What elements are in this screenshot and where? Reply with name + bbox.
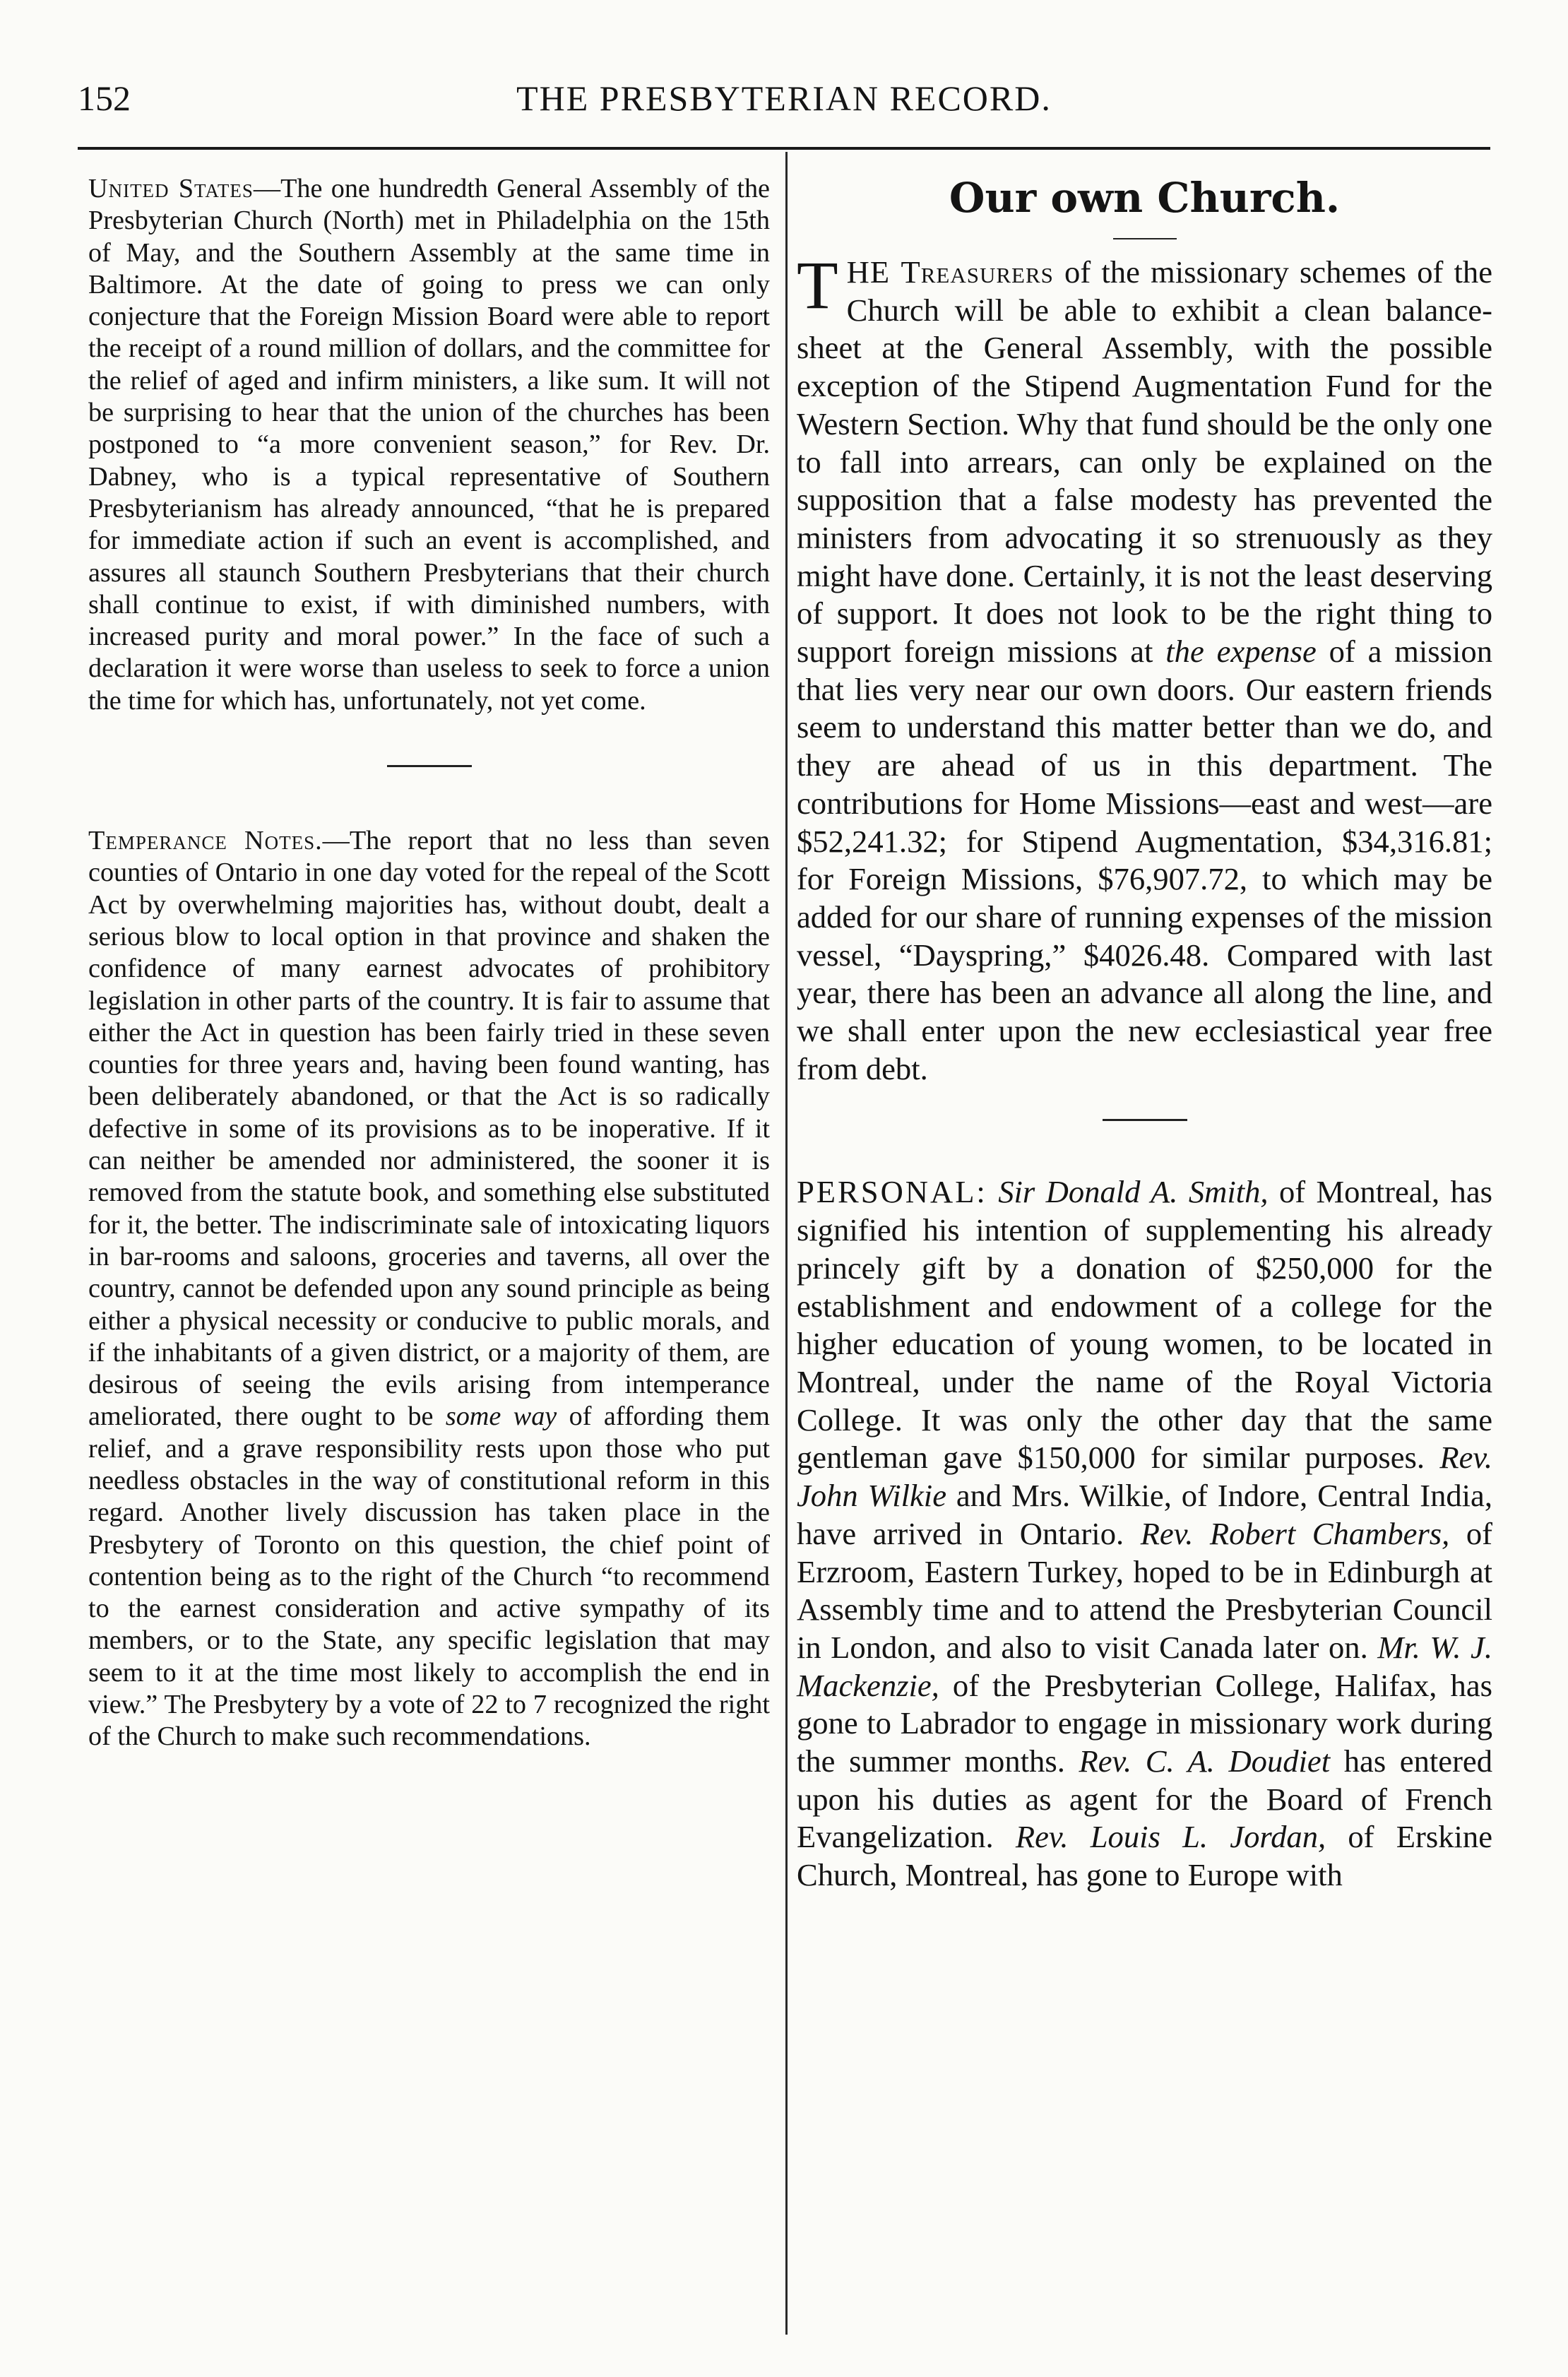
page-header [78,78,1490,127]
personal-name-3: Rev. Robert Chambers, [1140,1515,1450,1551]
section-heading: Our own Church. [949,174,1341,222]
temperance-italic: some way [445,1401,557,1432]
personal-text-6: of Erskine Church, Montreal, has gone to Europe with [797,1819,1492,1893]
temperance-label: Temperance Notes. [88,826,323,856]
temperance-text-2: of affording them relief, and a grave responsibility rests upon those who put needless obstacles in the way of constitutional reform in this regard. Another lively discussion has taken place in the Presbytery of Toronto on this question, the chief point of contention being as to the right of the Church “to recommend to the earnest consideration and active sympathy of its members, or to the State, any specific legislation that may seem to it at the time most likely to accomplish the end in view.” The Presbytery by a vote of 22 to 7 recognized the right of the Church to make such recommendations. [88,1401,771,1752]
personal-text-5: has entered upon his duties as agent for the Board of French Evangelization. [797,1743,1493,1855]
personal-text-2: and Mrs. Wilkie, of Indore, Central India, have arrived in Ontario. [797,1478,1492,1551]
united-states-paragraph [88,173,770,717]
personal-name-5: Rev. C. A. Doudiet [1079,1743,1331,1779]
personal-name-2: Rev. John Wilkie [797,1440,1492,1514]
united-states-label: United States [88,174,254,203]
treasurers-paragraph [797,247,1493,1088]
treasurers-italic: the expense [1165,634,1317,670]
treasurers-lead-in: HE Treasurers [846,254,1054,290]
personal-name-6: Rev. Louis L. Jordan, [1015,1819,1326,1855]
temperance-text-1: —The report that no less than seven counties of Ontario in one day voted for the repeal of the Scott Act by overwhelming majorities has, without doubt, dealt a serious blow to local option in that province and shaken the confidence of many earnest advocates of prohibitory legislation in other parts of the country. It is fair to assume that either the Act in question has been fairly tried in these seven counties for three years and, having been found wanting, has been deliberately abandoned, or that the Act is so radically defective in some of its provisions as to be inoperative. If it can neither be amended nor administered, the sooner it is removed from the statute book, and something else substituted for it, the better. The indiscriminate sale of intoxicating liquors in bar-rooms and saloons, groceries and taverns, all over the country, cannot be defended upon any sound principle as being either a physical necessity or conducive to public morals, and if the inhabitants of a given district, or a majority of them, are desirous of seeing the evils arising from intemperance ameliorated, there ought to be [88,826,770,1432]
treasurers-text-1: of the missionary schemes of the Church will be able to exhibit a clean balance-sheet at the General Assembly, with the possible exception of the Stipend Augmentation Fund for the Western Section. Why that fund should be the only one to fall into arrears, can only be explained on the supposition that a false modesty has prevented the ministers from advocating it so strenuously as they might have done. Certainly, it is not the least deserving of support. It does not look to be the right thing to support foreign missions at [797,254,1493,670]
personal-paragraph [797,1173,1492,1894]
personal-label: PERSONAL: [797,1174,987,1210]
personal-name-1: Sir Donald A. Smith, [998,1174,1269,1210]
left-column [88,173,770,1753]
right-column [797,173,1492,1895]
personal-text-3: of Erzroom, Eastern Turkey, hoped to be in Edinburgh at Assembly time and to attend the Presbyterian Council in London, and also to visit Canada later on. [797,1515,1492,1665]
drop-cap: T [797,247,838,323]
header-rule [78,147,1490,150]
personal-text-4: of the Presbyterian College, Halifax, has gone to Labrador to engage in missionary work during the summer months. [797,1667,1492,1779]
temperance-paragraph [88,825,770,1753]
personal-name-4: Mr. W. J. Mackenzie, [797,1629,1492,1703]
united-states-text: —The one hundredth General Assembly of the Presbyterian Church (North) met in Philadelphia on the 15th of May, and the Southern Assembly at the same time in Baltimore. At the date of going to press we can only conjecture that the Foreign Mission Board were able to report the receipt of a round million of dollars, and the committee for the relief of aged and infirm ministers, a like sum. It will not be surprising to hear that the union of the churches has been postponed to “a more convenient season,” for Rev. Dr. Dabney, who is a typical representative of Southern Presbyterianism has already announced, “that he is prepared for immediate action if such an event is accomplished, and assures all staunch Southern Presbyterians that their church shall continue to exist, if with diminished numbers, with increased purity and moral power.” In the face of such a declaration it were worse than useless to seek to force a union the time for which has, unfortunately, not yet come. [88,174,770,716]
column-divider [785,152,788,2335]
page-number: 152 [78,78,131,118]
treasurers-text-2: of a mission that lies very near our own doors. Our eastern friends seem to understand this matter better than we do, and they are ahead of us in this department. The contributions for Home Missions—east and west—are $52,241.32; for Stipend Augmentation, $34,316.81; for Foreign Missions, $76,907.72, to which may be added for our share of running expenses of the mission vessel, “Dayspring,” $4026.48. Compared with last year, there has been an advance all along the line, and we shall enter upon the new ecclesiastical year free from debt. [797,634,1493,1086]
personal-text-1: of Montreal, has signified his intention of supplementing his already princely gift by a donation of $250,000 for the establishment and endowment of a college for the higher education of young women, to be located in Montreal, under the name of the Royal Victoria College. It was only the other day that the same gentleman gave $150,000 for similar purposes. [797,1174,1492,1476]
running-title: THE PRESBYTERIAN RECORD. [516,78,1052,118]
